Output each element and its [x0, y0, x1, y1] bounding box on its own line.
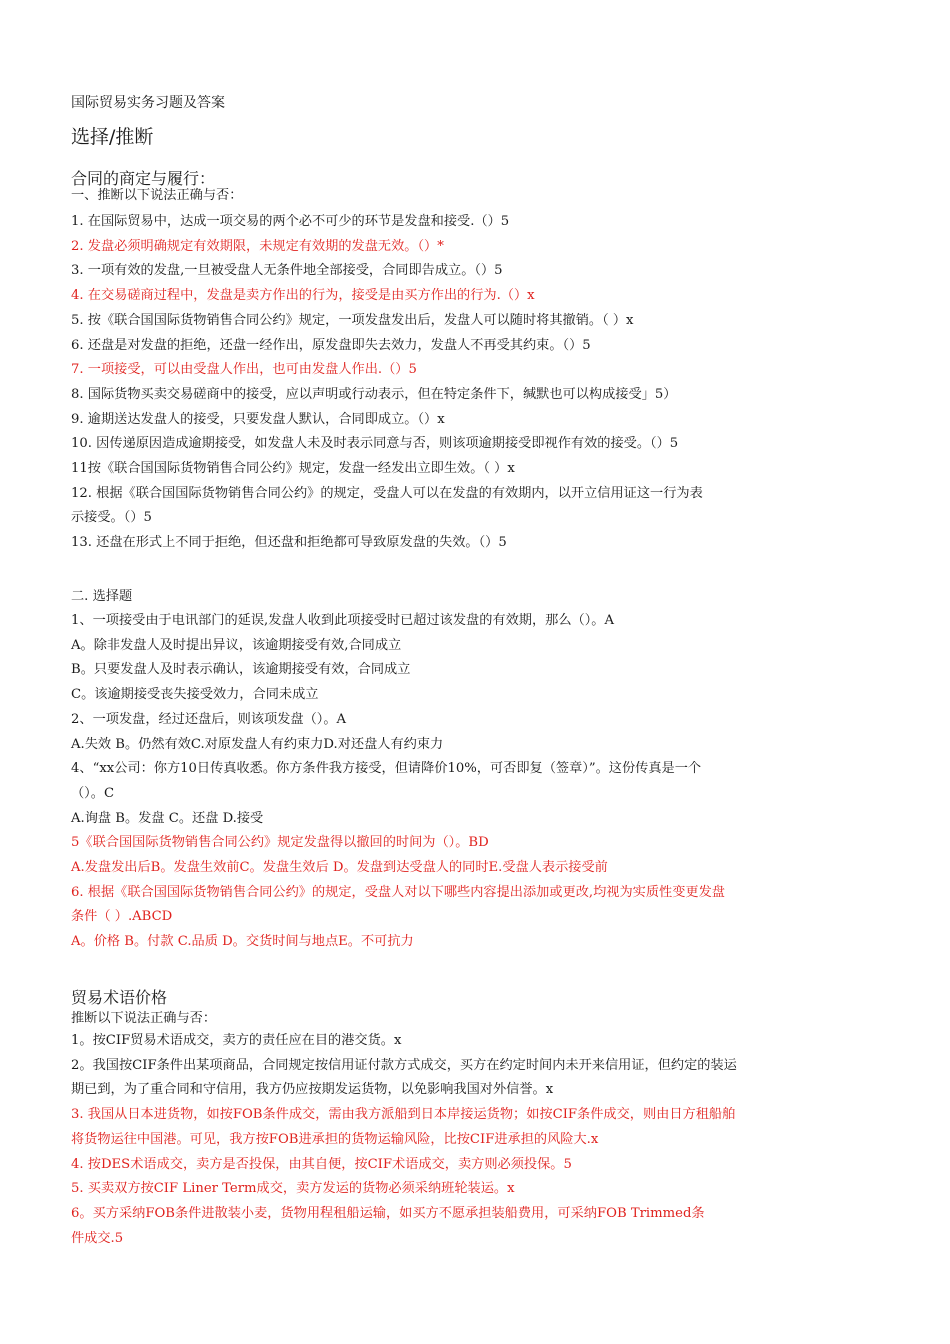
document-title: 国际贸易实务习题及答案 — [71, 95, 225, 111]
section1-choices — [71, 609, 891, 955]
list-item: C。该逾期接受丧失接受效力，合同未成立 — [71, 687, 319, 703]
main-heading: 选择/推断 — [71, 126, 154, 148]
list-item: 条件（ ）.ABCD — [71, 909, 173, 925]
list-item: 3. 一项有效的发盘,一旦被受盘人无条件地全部接受，合同即告成立。（）5 — [71, 263, 503, 279]
section1-items — [71, 210, 891, 556]
list-item: 件成交.5 — [71, 1230, 124, 1246]
section2-heading: 贸易术语价格 — [71, 988, 168, 1007]
list-item: 1、一项接受由于电讯部门的延误,发盘人收到此项接受时已超过该发盘的有效期，那么（）。A — [71, 613, 615, 628]
part1-title: 一、推断以下说法正确与否： — [71, 188, 243, 203]
section1-true-false-list — [71, 186, 891, 205]
list-item: 4. 按DES术语成交，卖方是否投保，由其自便，按CIF术语成交，卖方则必须投保。5 — [71, 1156, 572, 1172]
list-item: A.询盘 B。发盘 C。还盘 D.接受 — [71, 810, 264, 826]
list-item: 3. 我国从日本进货物，如按FOB条件成交，需由我方派船到日本岸接运货物；如按CIF条件成交，则由日方租船舶 — [71, 1107, 736, 1123]
list-item: 6. 还盘是对发盘的拒绝，还盘一经作出，原发盘即失去效力，发盘人不再受其约束。（）5 — [71, 337, 591, 353]
list-item: 9. 逾期送达发盘人的接受，只要发盘人默认，合同即成立。（）x — [71, 411, 445, 427]
list-item: A。价格 B。付款 C.品质 D。交货时间与地点E。不可抗力 — [71, 934, 414, 950]
list-item: 期已到，为了重合同和守信用，我方仍应按期发运货物，以免影响我国对外信誉。x — [71, 1082, 554, 1098]
list-item: 4. 在交易磋商过程中，发盘是卖方作出的行为，接受是由买方作出的行为.（）x — [71, 288, 535, 304]
list-item: 5. 按《联合国国际货物销售合同公约》规定，一项发盘发出后，发盘人可以随时将其撤销。（ ）x — [71, 312, 634, 328]
list-item: 7. 一项接受，可以由受盘人作出，也可由发盘人作出.（）5 — [71, 362, 417, 378]
list-item: 2. 发盘必须明确规定有效期限，未规定有效期的发盘无效。（）* — [71, 238, 444, 254]
part2-title: 二. 选择题 — [71, 589, 133, 604]
list-item: 1。按CIF贸易术语成交，卖方的责任应在目的港交货。x — [71, 1033, 402, 1048]
list-item: 4、“xx公司：你方10日传真收悉。你方条件我方接受，但请降价10%，可否即复（签章）”。这份传真是一个 — [71, 761, 702, 777]
list-item: 示接受。（）5 — [71, 510, 152, 526]
list-item: A。除非发盘人及时提出异议，该逾期接受有效,合同成立 — [71, 637, 402, 653]
list-item: 8. 国际货物买卖交易磋商中的接受，应以声明或行动表示，但在特定条件下，缄默也可以构成接受」5） — [71, 386, 677, 402]
list-item: （）。C — [71, 785, 115, 801]
list-item: 6. 根据《联合国国际货物销售合同公约》的规定，受盘人对以下哪些内容提出添加或更改,均视为实质性变更发盘 — [71, 884, 725, 900]
list-item: 1. 在国际贸易中，达成一项交易的两个必不可少的环节是发盘和接受.（）5 — [71, 214, 510, 229]
section2-intro-list — [71, 1009, 891, 1028]
list-item: A.发盘发出后B。发盘生效前C。发盘生效后 D。发盘到达受盘人的同时E.受盘人表示接受前 — [71, 860, 608, 876]
list-item: 12. 根据《联合国国际货物销售合同公约》的规定，受盘人可以在发盘的有效期内，以开立信用证这一行为表 — [71, 485, 703, 501]
list-item: 10. 因传递原因造成逾期接受，如发盘人未及时表示同意与否，则该项逾期接受即视作有效的接受。（）5 — [71, 436, 679, 452]
list-item: 2。我国按CIF条件出某项商品，合同规定按信用证付款方式成交，买方在约定时间内未开来信用证，但约定的装运 — [71, 1057, 737, 1073]
list-item: 5《联合国国际货物销售合同公约》规定发盘得以撤回的时间为（）。BD — [71, 835, 489, 851]
list-item: 5. 买卖双方按CIF Liner Term成交，卖方发运的货物必须采纳班轮装运。x — [71, 1181, 515, 1197]
list-item: 将货物运往中国港。可见，我方按FOB进承担的货物运输风险，比按CIF进承担的风险大.x — [71, 1131, 599, 1147]
section1-part2 — [71, 585, 891, 610]
list-item: B。只要发盘人及时表示确认，该逾期接受有效，合同成立 — [71, 662, 411, 678]
section2-intro: 推断以下说法正确与否： — [71, 1011, 217, 1026]
list-item: 13. 还盘在形式上不同于拒绝，但还盘和拒绝都可导致原发盘的失效。（）5 — [71, 535, 507, 551]
list-item: 11按《联合国国际货物销售合同公约》规定，发盘一经发出立即生效。（ ）x — [71, 461, 515, 477]
list-item: 6。买方采纳FOB条件进散装小麦，货物用程租船运输，如买方不愿承担装船费用，可采纳FOB Trimmed条 — [71, 1205, 705, 1221]
section2-items — [71, 1029, 891, 1251]
section1-heading: 合同的商定与履行： — [71, 169, 216, 188]
list-item: 2、一项发盘，经过还盘后，则该项发盘（）。A — [71, 711, 347, 727]
list-item: A.失效 B。仍然有效C.对原发盘人有约束力D.对还盘人有约束力 — [71, 736, 444, 752]
